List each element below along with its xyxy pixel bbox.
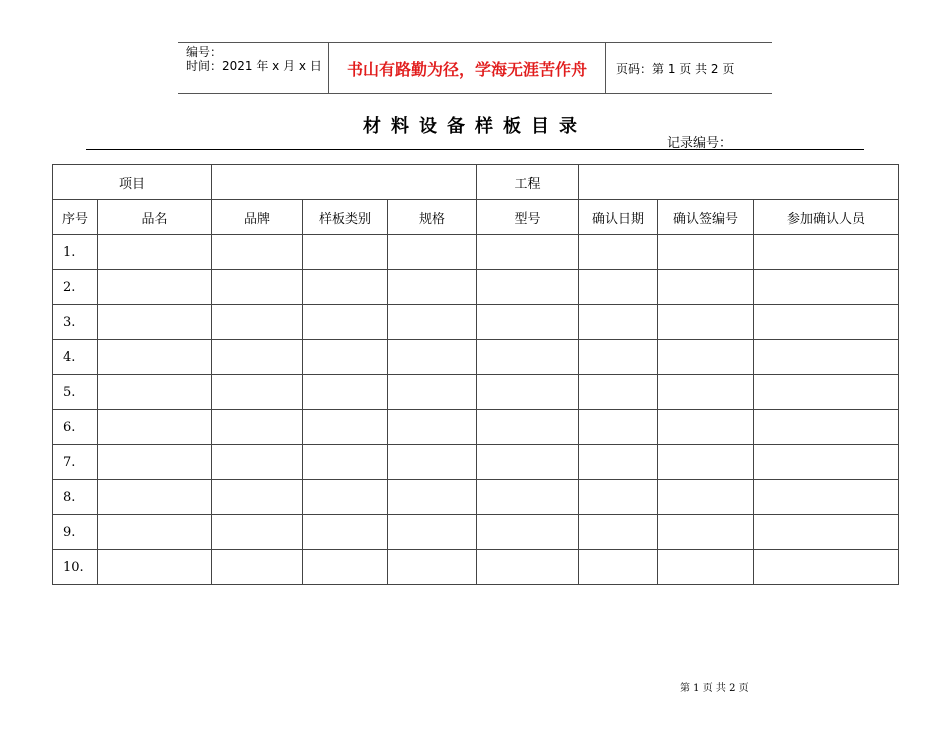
table-cell[interactable] (477, 305, 579, 340)
table-cell[interactable] (212, 270, 303, 305)
table-cell[interactable] (579, 375, 658, 410)
table-cell[interactable] (388, 305, 477, 340)
table-cell[interactable] (212, 480, 303, 515)
table-cell[interactable] (477, 270, 579, 305)
table-cell[interactable] (212, 410, 303, 445)
table-cell[interactable] (579, 340, 658, 375)
table-cell[interactable] (658, 305, 754, 340)
footer-page-number: 第 1 页 共 2 页 (680, 683, 749, 694)
table-cell[interactable] (477, 445, 579, 480)
table-cell[interactable] (579, 480, 658, 515)
table-cell[interactable] (477, 235, 579, 270)
table-cell[interactable] (388, 480, 477, 515)
table-cell[interactable] (579, 410, 658, 445)
table-cell[interactable] (579, 515, 658, 550)
header-slogan: 书山有路勤为径，学海无涯苦作舟 (329, 43, 606, 93)
table-cell[interactable] (754, 340, 899, 375)
table-cell[interactable] (212, 340, 303, 375)
row-seq-number: 8. (53, 480, 98, 515)
table-cell[interactable] (754, 270, 899, 305)
engineering-label: 工程 (477, 165, 579, 200)
table-cell[interactable] (477, 480, 579, 515)
row-seq-number: 5. (53, 375, 98, 410)
table-cell[interactable] (303, 235, 388, 270)
table-cell[interactable] (388, 235, 477, 270)
table-cell[interactable] (98, 305, 212, 340)
table-cell[interactable] (98, 235, 212, 270)
table-row (53, 305, 899, 340)
row-seq-number: 4. (53, 340, 98, 375)
table-cell[interactable] (303, 515, 388, 550)
table-cell[interactable] (98, 445, 212, 480)
doc-number-label: 编号： (186, 45, 223, 59)
table-cell[interactable] (303, 445, 388, 480)
project-row (53, 165, 899, 200)
table-cell[interactable] (754, 515, 899, 550)
table-cell[interactable] (98, 410, 212, 445)
col-header-model: 型号 (477, 200, 579, 235)
engineering-value-cell[interactable] (579, 165, 899, 200)
table-cell[interactable] (212, 375, 303, 410)
row-seq-number: 2. (53, 270, 98, 305)
table-cell[interactable] (303, 340, 388, 375)
table-cell[interactable] (303, 270, 388, 305)
table-cell[interactable] (98, 375, 212, 410)
doc-time-label: 时间：2021 年 x 月 x 日 (186, 59, 322, 73)
table-cell[interactable] (388, 550, 477, 585)
table-cell[interactable] (579, 305, 658, 340)
table-cell[interactable] (477, 550, 579, 585)
table-cell[interactable] (754, 445, 899, 480)
table-row (53, 445, 899, 480)
document-header (178, 42, 772, 94)
table-cell[interactable] (212, 550, 303, 585)
table-cell[interactable] (212, 445, 303, 480)
table-row (53, 375, 899, 410)
table-cell[interactable] (303, 410, 388, 445)
table-cell[interactable] (212, 305, 303, 340)
col-header-brand: 品牌 (212, 200, 303, 235)
table-cell[interactable] (388, 445, 477, 480)
table-cell[interactable] (98, 270, 212, 305)
table-cell[interactable] (658, 550, 754, 585)
table-cell[interactable] (754, 305, 899, 340)
table-row (53, 550, 899, 585)
sample-catalog-table (52, 164, 899, 585)
col-header-product-name: 品名 (98, 200, 212, 235)
table-cell[interactable] (477, 515, 579, 550)
table-cell[interactable] (579, 445, 658, 480)
table-row (53, 480, 899, 515)
table-cell[interactable] (98, 550, 212, 585)
table-cell[interactable] (754, 375, 899, 410)
col-header-participants: 参加确认人员 (754, 200, 899, 235)
table-cell[interactable] (658, 340, 754, 375)
table-row (53, 340, 899, 375)
row-seq-number: 10. (53, 550, 98, 585)
table-cell[interactable] (477, 340, 579, 375)
table-cell[interactable] (303, 375, 388, 410)
table-cell[interactable] (477, 375, 579, 410)
page-title: 材料设备样板目录 (363, 116, 587, 137)
col-header-spec: 规格 (388, 200, 477, 235)
row-seq-number: 1. (53, 235, 98, 270)
table-cell[interactable] (388, 515, 477, 550)
table-cell[interactable] (388, 270, 477, 305)
table-cell[interactable] (754, 410, 899, 445)
table-cell[interactable] (658, 445, 754, 480)
table-cell[interactable] (303, 550, 388, 585)
table-cell[interactable] (477, 410, 579, 445)
row-seq-number: 7. (53, 445, 98, 480)
col-header-seq: 序号 (53, 200, 98, 235)
table-cell[interactable] (579, 550, 658, 585)
row-seq-number: 6. (53, 410, 98, 445)
table-row (53, 515, 899, 550)
table-row (53, 410, 899, 445)
record-number-label: 记录编号： (667, 136, 733, 151)
col-header-confirm-sign-no: 确认签编号 (658, 200, 754, 235)
title-divider (86, 149, 864, 150)
col-header-confirm-date: 确认日期 (579, 200, 658, 235)
table-cell[interactable] (98, 340, 212, 375)
project-label: 项目 (53, 165, 212, 200)
table-cell[interactable] (212, 515, 303, 550)
table-row (53, 235, 899, 270)
table-cell[interactable] (658, 480, 754, 515)
column-header-row (53, 200, 899, 235)
table-cell[interactable] (658, 235, 754, 270)
table-cell[interactable] (212, 235, 303, 270)
table-cell[interactable] (303, 480, 388, 515)
header-page-info: 页码：第 1 页 共 2 页 (616, 61, 735, 76)
table-cell[interactable] (579, 235, 658, 270)
table-cell[interactable] (98, 515, 212, 550)
table-cell[interactable] (388, 375, 477, 410)
row-seq-number: 9. (53, 515, 98, 550)
table-cell[interactable] (754, 235, 899, 270)
table-cell[interactable] (754, 550, 899, 585)
table-row (53, 270, 899, 305)
table-cell[interactable] (388, 340, 477, 375)
table-cell[interactable] (658, 270, 754, 305)
header-meta (178, 43, 329, 93)
table-cell[interactable] (388, 410, 477, 445)
table-cell[interactable] (658, 375, 754, 410)
project-value-cell[interactable] (212, 165, 477, 200)
table-cell[interactable] (98, 480, 212, 515)
table-cell[interactable] (303, 305, 388, 340)
table-cell[interactable] (658, 410, 754, 445)
col-header-sample-type: 样板类别 (303, 200, 388, 235)
row-seq-number: 3. (53, 305, 98, 340)
table-cell[interactable] (579, 270, 658, 305)
table-cell[interactable] (754, 480, 899, 515)
table-cell[interactable] (658, 515, 754, 550)
